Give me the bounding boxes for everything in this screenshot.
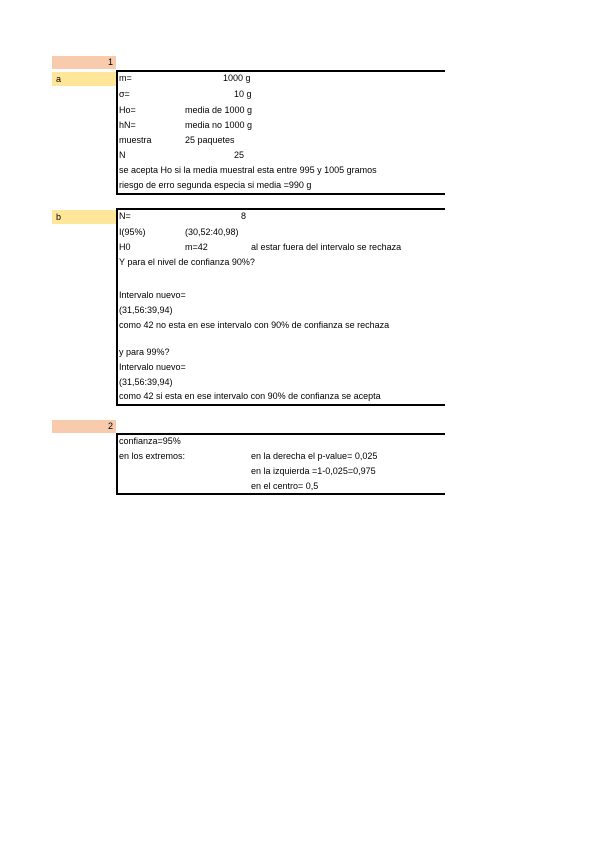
row-sigma-value: 10 g <box>234 89 252 99</box>
izquierda-text: en la izquierda =1-0,025=0,975 <box>251 466 376 476</box>
row-ho-label: Ho= <box>119 105 136 115</box>
part-a-line-1: se acepta Ho si la media muestral esta entre 995 y 1005 gramos <box>119 165 377 175</box>
part-b-line-3: Intervalo nuevo= <box>119 290 186 300</box>
part-b-line-1: Y para el nivel de confianza 90%? <box>119 257 255 267</box>
section-2-header <box>52 420 116 433</box>
part-b-line-5: como 42 no esta en ese intervalo con 90% de confianza se rechaza <box>119 320 390 330</box>
section-1-number: 1 <box>107 57 113 67</box>
part-b-line-7: y para 99%? <box>119 347 170 357</box>
row-m-label: m= <box>119 73 132 83</box>
part-b-line-8: Intervalo nuevo= <box>119 362 186 372</box>
h0-text: al estar fuera del intervalo se rechaza <box>251 242 402 252</box>
centro-text: en el centro= 0,5 <box>251 481 319 491</box>
part-b-label: b <box>56 212 62 222</box>
extremos-label: en los extremos: <box>119 451 186 461</box>
part-b-line-10: como 42 si esta en ese intervalo con 90% de confianza se acepta <box>119 391 381 401</box>
part-a-box <box>116 70 445 195</box>
row-m-value: 1000 g <box>223 73 251 83</box>
part-a-label: a <box>56 74 62 84</box>
h0-label: H0 <box>119 242 131 252</box>
part-b-label-cell <box>52 210 116 224</box>
derecha-text: en la derecha el p-value= 0,025 <box>251 451 378 461</box>
row-hn-label: hN= <box>119 120 136 130</box>
part-b-line-9: (31,56:39,94) <box>119 377 173 387</box>
row-sigma-label: σ= <box>119 89 130 99</box>
n-label: N= <box>119 211 131 221</box>
h0-m: m=42 <box>185 242 208 252</box>
confianza-text: confianza=95% <box>119 436 181 446</box>
row-n-label: N <box>119 150 126 160</box>
section-2-number: 2 <box>107 421 113 431</box>
row-muestra-label: muestra <box>119 135 152 145</box>
row-ho-value: media de 1000 g <box>185 105 253 115</box>
part-a-label-cell <box>52 72 116 86</box>
part-a-line-2: riesgo de erro segunda especia si media =990 g <box>119 180 312 190</box>
row-n-value: 25 <box>234 150 245 160</box>
row-hn-value: media no 1000 g <box>185 120 253 130</box>
row-muestra-value: 25 paquetes <box>185 135 235 145</box>
section-1-header <box>52 56 116 69</box>
i95-value: (30,52:40,98) <box>185 227 239 237</box>
n-value: 8 <box>241 211 247 221</box>
i95-label: I(95%) <box>119 227 146 237</box>
part-b-line-4: (31,56:39,94) <box>119 305 173 315</box>
